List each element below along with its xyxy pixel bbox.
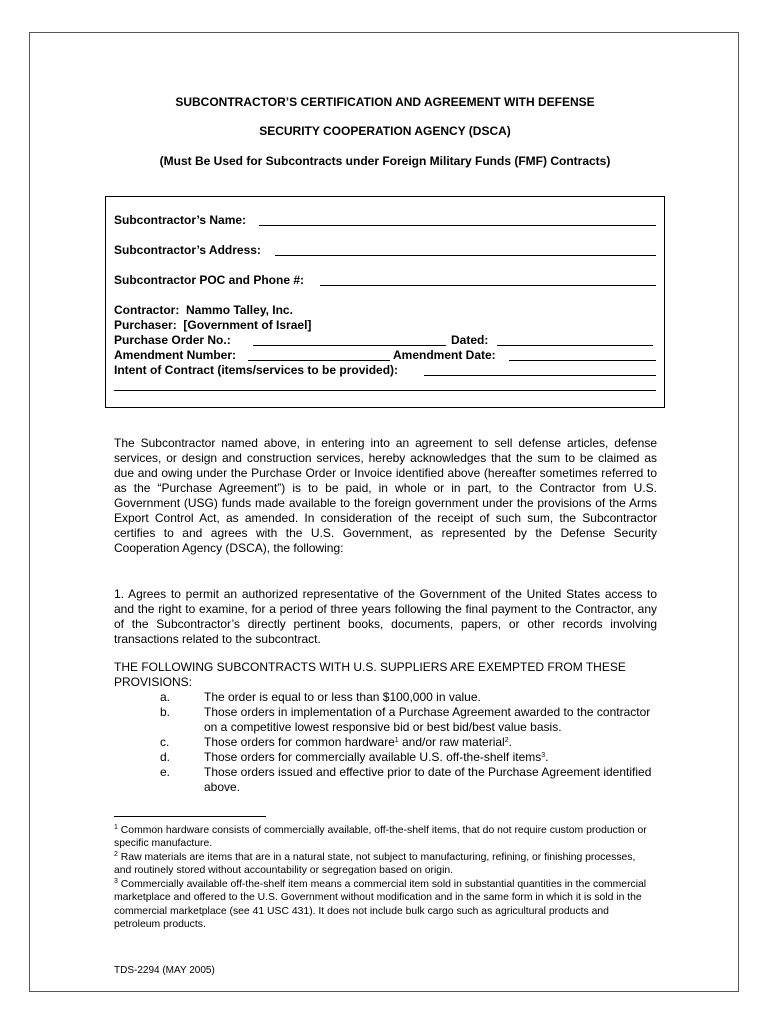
footnote-ref-3: 3: [541, 752, 546, 759]
exemption-text: Those orders for common hardware$^1$ and/or raw material$^2$.: [204, 735, 512, 749]
intent-label: Intent of Contract (items/services to be provided):: [114, 363, 399, 377]
document-title-line-2: SECURITY COOPERATION AGENCY (DSCA): [259, 124, 511, 138]
subcontractor-name-field[interactable]: [259, 225, 656, 226]
purchaser-line: [114, 318, 311, 332]
purchase-order-label: Purchase Order No.:: [114, 333, 231, 347]
amendment-date-label: Amendment Date:: [393, 348, 496, 362]
purchaser-label: Purchaser:: [114, 318, 177, 332]
contractor-value: Nammo Talley, Inc.: [186, 303, 293, 317]
subcontractor-address-label: Subcontractor’s Address:: [114, 243, 261, 257]
footnote-ref-2: 2: [504, 737, 509, 744]
subcontractor-poc-field[interactable]: [320, 285, 656, 286]
footnote-1: $^1$ Common hardware consists of commercially available, off-the-shelf items, that do not require custom production or specific manufacture.: [114, 824, 647, 850]
exemption-letter: d.: [160, 750, 171, 764]
subcontractor-poc-label: Subcontractor POC and Phone #:: [114, 273, 305, 287]
subcontractor-address-field[interactable]: [275, 255, 656, 256]
intent-field-continued[interactable]: [114, 390, 656, 391]
exemption-letter: a.: [160, 690, 171, 704]
exemption-letter: c.: [160, 735, 170, 749]
exemption-letter: b.: [160, 705, 171, 719]
exemption-text: Those orders in implementation of a Purchase Agreement awarded to the contractor on a competitive lowest responsive bid or best bid/best value basis.: [204, 705, 651, 734]
document-title-line-1: SUBCONTRACTOR’S CERTIFICATION AND AGREEMENT WITH DEFENSE: [175, 95, 595, 109]
subcontractor-name-label: Subcontractor’s Name:: [114, 213, 247, 227]
purchase-order-field[interactable]: [253, 345, 446, 346]
footnote-3: $^3$ Commercially available off-the-shelf item means a commercial item sold in substantial quantities in the commercial marketplace and offered to the U.S. Government without modification and in the same form in which it is sold in the commercial marketplace (see 41 USC 431). It does not include bulk cargo such as agricultural products and petroleum products.: [114, 878, 647, 931]
amendment-date-field[interactable]: [509, 360, 656, 361]
exemption-text: The order is equal to or less than $100,000 in value.: [204, 690, 481, 704]
exemptions-heading: THE FOLLOWING SUBCONTRACTS WITH U.S. SUPPLIERS ARE EXEMPTED FROM THESE PROVISIONS:: [114, 660, 626, 689]
footnote-2: $^2$ Raw materials are items that are in a natural state, not subject to manufacturing, refining, or finishing processes, and routinely stored without accountability or segregation based on origin.: [114, 851, 636, 877]
intro-paragraph: The Subcontractor named above, in entering into an agreement to sell defense articles, defense services, or design and construction services, hereby acknowledges that the sum to be claimed as due and owing under the Purchase Order or Invoice identified above (hereafter sometimes referred to as the “Purchase Agreement”) is to be paid, in whole or in part, to the Contractor from U.S. Government (USG) funds made available to the foreign government under the provisions of the Arms Export Control Act, as amended. In consideration of the receipt of such sum, the Subcontractor certifies to and agrees with the U.S. Government, as represented by the Defense Security Cooperation Agency (DSCA), the following:: [114, 436, 657, 555]
dated-label: Dated:: [451, 333, 489, 347]
purchaser-value: [Government of Israel]: [183, 318, 312, 332]
footnote-ref-1: 1: [394, 737, 399, 744]
exemption-text: Those orders issued and effective prior to date of the Purchase Agreement identified above.: [204, 765, 652, 794]
intent-field[interactable]: [424, 375, 656, 376]
amendment-number-label: Amendment Number:: [114, 348, 237, 362]
contractor-label: Contractor:: [114, 303, 180, 317]
clause-1-paragraph: 1. Agrees to permit an authorized representative of the Government of the United States access to and the right to examine, for a period of three years following the final payment to the Contractor, any of the Subcontractor’s directly pertinent books, documents, papers, or other records involving transactions related to the subcontract.: [114, 587, 657, 646]
document-subtitle: (Must Be Used for Subcontracts under Foreign Military Funds (FMF) Contracts): [159, 154, 611, 168]
contractor-line: [114, 303, 293, 317]
form-id: TDS-2294 (MAY 2005): [114, 965, 215, 976]
exemption-text: Those orders for commercially available U.S. off-the-shelf items$^3$.: [204, 750, 549, 764]
footnote-separator: [114, 816, 266, 817]
dated-field[interactable]: [497, 345, 653, 346]
exemption-letter: e.: [160, 765, 171, 779]
amendment-number-field[interactable]: [248, 360, 390, 361]
